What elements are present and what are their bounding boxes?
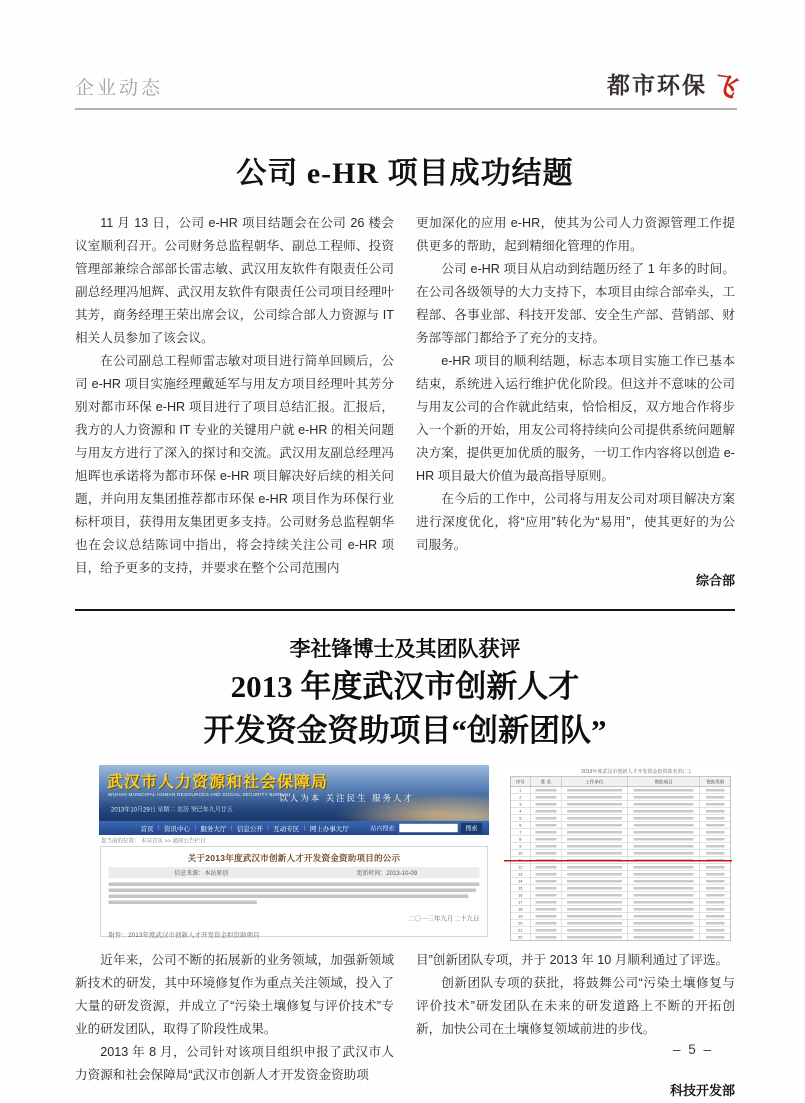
site-banner-english: WUHAN MUNICIPAL HUMAN RESOURCES AND SOCIAL SECURITY BUREAU (108, 791, 291, 798)
cell-text-blur (536, 789, 557, 792)
page-content (75, 110, 735, 1103)
cell-text-blur (706, 894, 724, 897)
table-caption: 2013年度武汉市创新人才开发资金拟资助名单(二) (581, 768, 691, 775)
cell-text-blur (536, 929, 557, 932)
row-number-cell: 6 (511, 822, 531, 829)
nav-separator: | (303, 824, 306, 831)
cell-text-blur (633, 894, 693, 897)
table-row (511, 808, 731, 815)
table-cell (700, 836, 731, 843)
table-cell (562, 829, 628, 836)
table-row (511, 801, 731, 808)
table-cell (628, 822, 700, 829)
cell-text-blur (536, 796, 557, 799)
article2-title-line1: 2013 年度武汉市创新人才 (230, 669, 580, 705)
table-cell (628, 794, 700, 801)
cell-text-blur (706, 810, 724, 813)
cell-text-blur (633, 901, 693, 904)
row-number-cell: 16 (511, 892, 531, 899)
cell-text-blur (706, 845, 724, 848)
cell-text-blur (567, 831, 622, 834)
cell-text-blur (536, 915, 557, 918)
row-number-cell: 12 (511, 864, 531, 871)
table-cell (700, 899, 731, 906)
meta-source: 信息来源：本站原创 (174, 869, 229, 877)
table-cell (700, 878, 731, 885)
cell-text-blur (633, 789, 693, 792)
table-row (511, 934, 731, 941)
paragraph: 目”创新团队专项，并于 2013 年 10 月顺利通过了评选。 (416, 952, 729, 967)
cell-text-blur (706, 789, 724, 792)
cell-text-blur (567, 908, 622, 911)
table-cell (700, 927, 731, 934)
site-nav-item: 信息公开 (236, 824, 263, 832)
row-number-cell: 13 (511, 871, 531, 878)
site-nav-bar (99, 821, 489, 835)
table-cell (700, 934, 731, 941)
row-number-cell: 3 (511, 801, 531, 808)
row-number-cell: 19 (511, 913, 531, 920)
site-article-title: 关于2013年度武汉市创新人才开发资金资助项目的公示 (187, 853, 401, 863)
cell-text-blur (536, 922, 557, 925)
table-cell (531, 899, 562, 906)
paragraph: 在今后的工作中，公司将与用友公司对项目解决方案进行深度优化，将“应用”转化为“易用”，使其更好的为公司服务。 (416, 492, 735, 553)
article1-left-column (75, 212, 394, 593)
table-cell (700, 906, 731, 913)
table-cell (562, 878, 628, 885)
column-header: 姓 名 (531, 777, 562, 787)
row-number-cell: 1 (511, 787, 531, 794)
cell-text-blur (706, 901, 724, 904)
table-cell (628, 836, 700, 843)
cell-text-blur (567, 845, 622, 848)
cell-text-blur (567, 922, 622, 925)
table-cell (531, 794, 562, 801)
table-row (511, 927, 731, 934)
table-cell (562, 885, 628, 892)
row-number-cell: 5 (511, 815, 531, 822)
site-banner-date: 2013年10月29日 星期二 农历 癸巳年九月廿五 (111, 805, 233, 813)
table-cell (531, 878, 562, 885)
page-header (75, 64, 737, 110)
text-line (109, 894, 469, 898)
site-search-area (370, 822, 482, 833)
cell-text-blur (567, 880, 622, 883)
meta-time: 更新时间：2013-10-09 (356, 869, 418, 877)
cell-text-blur (567, 810, 622, 813)
nav-separator: | (158, 824, 160, 831)
cell-text-blur (633, 824, 693, 827)
article2-left-column (75, 949, 394, 1103)
text-line (109, 900, 257, 904)
cell-text-blur (706, 922, 724, 925)
cell-text-blur (567, 796, 622, 799)
paragraph: 公司 e-HR 项目从启动到结题历经了 1 年多的时间。在公司各级领导的大力支持下，本项目由综合部牵头，工程部、各事业部、科技开发部、安全生产部、营销部、财务部等部门都给予了充分的支持。 (416, 262, 735, 346)
table-cell (562, 920, 628, 927)
table-cell (628, 815, 700, 822)
cell-text-blur (706, 936, 724, 939)
article1-title: 公司 e-HR 项目成功结题 (236, 157, 574, 190)
site-nav-item: 互动专区 (273, 824, 300, 832)
article2-kicker: 李社锋博士及其团队获评 (289, 638, 521, 662)
table-cell (628, 892, 700, 899)
row-number-cell: 2 (511, 794, 531, 801)
column-header: 序号 (511, 777, 531, 787)
article2-columns (75, 949, 735, 1103)
cell-text-blur (633, 887, 693, 890)
cell-text-blur (536, 810, 557, 813)
cell-text-blur (633, 866, 693, 869)
site-nav-item: 服务大厅 (200, 824, 227, 832)
table-cell (531, 836, 562, 843)
site-banner-title: 武汉市人力资源和社会保障局 (107, 772, 329, 791)
table-row (511, 864, 731, 871)
cell-text-blur (633, 929, 693, 932)
table-cell (628, 850, 700, 857)
table-cell (628, 899, 700, 906)
article1-right-column (416, 212, 735, 593)
cell-text-blur (567, 929, 622, 932)
cell-text-blur (567, 915, 622, 918)
row-number-cell: 9 (511, 843, 531, 850)
cell-text-blur (706, 908, 724, 911)
cell-text-blur (536, 824, 557, 827)
paragraph: e-HR 项目的顺利结题，标志本项目实施工作已基本结束，系统进入运行维护优化阶段。但这并不意味的公司与用友公司的合作就此结束，恰恰相反，双方地合作将步入一个新的开始，用友公司将持续向公司提供系统问题解决方案，提供更加优质的服务，一切工作内容将以创造 e-HR 项目最大价值为最高指导原则。 (416, 354, 735, 484)
cell-text-blur (706, 852, 724, 855)
cell-text-blur (536, 894, 557, 897)
table-cell (562, 913, 628, 920)
cell-text-blur (706, 796, 724, 799)
search-button: 搜索 (461, 822, 482, 833)
cell-text-blur (536, 817, 557, 820)
cell-text-blur (706, 803, 724, 806)
table-cell (531, 808, 562, 815)
table-cell (531, 927, 562, 934)
table-cell (531, 913, 562, 920)
site-banner (99, 765, 489, 821)
cell-text-blur (536, 831, 557, 834)
cell-text-blur (567, 803, 622, 806)
cell-text-blur (567, 789, 622, 792)
cell-text-blur (536, 866, 557, 869)
article1-byline: 综合部 (695, 573, 735, 589)
row-number-cell: 7 (511, 829, 531, 836)
cell-text-blur (567, 817, 622, 820)
site-nav-item: 网上办事大厅 (309, 824, 349, 832)
nav-separator: | (230, 824, 233, 831)
paragraph: 在公司副总工程师雷志敏对项目进行简单回顾后，公司 e-HR 项目实施经理戴延军与用友方项目经理叶其芳分别对都市环保 e-HR 项目进行了项目总结汇报。汇报后，我方的人力资源和 IT 专业的关键用户就 e-HR 的相关问题与用友方进行了深入的探讨和交流。武汉用友副总经理冯旭晖也承诺将为都市环保 e-HR 项目解决好后续的相关问题，并向用友集团推荐都市环保 e-HR 项目作为环保行业标杆项目，获得用友集团更多支持。公司财务总监程朝华也在会议总结陈词中指出，将会持续关注公司 e-HR 项目，给予更多的支持，并要求在整个公司范围内 (75, 354, 394, 576)
table-cell (531, 864, 562, 871)
cell-text-blur (633, 817, 693, 820)
table-row (511, 899, 731, 906)
cell-text-blur (536, 880, 557, 883)
table-cell (562, 808, 628, 815)
site-nav-items (136, 823, 353, 833)
table-cell (562, 871, 628, 878)
site-nav-item: 资讯中心 (163, 824, 190, 832)
cell-text-blur (706, 831, 724, 834)
table-row (511, 850, 731, 857)
table-cell (700, 864, 731, 871)
table-cell (628, 787, 700, 794)
table-cell (562, 892, 628, 899)
paragraph: 创新团队专项的获批，将鼓舞公司“污染土壤修复与评价技术”研发团队在未来的研发道路上不断的开拓创新，加快公司在土壤修复领域前进的步伐。 (416, 975, 735, 1036)
cell-text-blur (567, 838, 622, 841)
cell-text-blur (706, 873, 724, 876)
table-screenshot-inner (502, 767, 735, 939)
section-label: 企业动态 (75, 78, 164, 99)
table-cell (700, 829, 731, 836)
table-cell (562, 843, 628, 850)
table-cell (628, 906, 700, 913)
table-cell (531, 822, 562, 829)
brand-logo (606, 67, 739, 103)
cell-text-blur (633, 880, 693, 883)
table-row (511, 836, 731, 843)
table-cell (628, 871, 700, 878)
table-cell (628, 864, 700, 871)
table-row (511, 878, 731, 885)
table-cell (531, 871, 562, 878)
table-cell (628, 913, 700, 920)
funded-list-table (510, 776, 731, 941)
cell-text-blur (536, 936, 557, 939)
table-cell (628, 878, 700, 885)
website-screenshot (99, 765, 489, 939)
table-cell (700, 920, 731, 927)
site-article-bodytext (109, 882, 480, 904)
table-cell (562, 822, 628, 829)
table-cell (531, 815, 562, 822)
table-row (511, 906, 731, 913)
row-number-cell: 14 (511, 878, 531, 885)
brand-text: 都市环保 (606, 73, 707, 98)
table-cell (531, 843, 562, 850)
text-line (109, 888, 476, 892)
brand-seal-icon: 飞 (708, 72, 739, 103)
table-row (511, 843, 731, 850)
table-row (511, 822, 731, 829)
cell-text-blur (567, 936, 622, 939)
table-cell (531, 850, 562, 857)
table-cell (562, 794, 628, 801)
cell-text-blur (706, 838, 724, 841)
table-cell (700, 822, 731, 829)
table-row (511, 794, 731, 801)
search-input (399, 823, 458, 832)
table-row (511, 829, 731, 836)
table-cell (531, 829, 562, 836)
table-cell (531, 801, 562, 808)
cell-text-blur (633, 915, 693, 918)
cell-text-blur (706, 929, 724, 932)
cell-text-blur (633, 922, 693, 925)
search-label: 站内搜索: (370, 824, 396, 832)
row-number-cell: 15 (511, 885, 531, 892)
row-number-cell: 17 (511, 899, 531, 906)
row-number-cell: 21 (511, 927, 531, 934)
nav-separator: | (194, 824, 196, 831)
row-number-cell: 10 (511, 850, 531, 857)
cell-text-blur (536, 908, 557, 911)
cell-text-blur (536, 852, 557, 855)
cell-text-blur (706, 824, 724, 827)
cell-text-blur (706, 915, 724, 918)
article2-title-line2: 开发资金资助项目“创新团队” (203, 712, 607, 748)
column-header: 工作单位 (562, 777, 628, 787)
table-cell (562, 836, 628, 843)
article2-byline: 科技开发部 (669, 1082, 735, 1098)
cell-text-blur (633, 936, 693, 939)
table-cell (700, 815, 731, 822)
table-cell (628, 829, 700, 836)
table-row (511, 913, 731, 920)
table-cell (562, 899, 628, 906)
cell-text-blur (567, 901, 622, 904)
table-header-row (511, 777, 731, 787)
figures-row (75, 765, 735, 940)
row-number-cell: 18 (511, 906, 531, 913)
cell-text-blur (567, 866, 622, 869)
table-cell (700, 801, 731, 808)
table-cell (700, 850, 731, 857)
table-cell (562, 850, 628, 857)
article2-right-column (416, 949, 735, 1103)
table-cell (628, 843, 700, 850)
table-cell (628, 920, 700, 927)
cell-text-blur (706, 880, 724, 883)
cell-text-blur (633, 810, 693, 813)
cell-text-blur (536, 803, 557, 806)
row-number-cell: 4 (511, 808, 531, 815)
table-cell (562, 787, 628, 794)
cell-text-blur (633, 796, 693, 799)
table-row (511, 892, 731, 899)
table-cell (700, 787, 731, 794)
cell-text-blur (706, 887, 724, 890)
cell-text-blur (633, 873, 693, 876)
table-cell (562, 927, 628, 934)
cell-text-blur (567, 824, 622, 827)
table-cell (531, 934, 562, 941)
cell-text-blur (536, 901, 557, 904)
table-row (511, 885, 731, 892)
table-cell (628, 934, 700, 941)
cell-text-blur (567, 887, 622, 890)
table-cell (562, 864, 628, 871)
table-cell (531, 787, 562, 794)
cell-text-blur (633, 831, 693, 834)
column-header: 资助类别 (706, 779, 725, 785)
table-cell (562, 906, 628, 913)
cell-text-blur (567, 873, 622, 876)
article1-columns (75, 212, 735, 593)
site-breadcrumb: 您当前的位置： 本站首页 >> 通知公告栏目 (101, 837, 206, 844)
website-screenshot-inner (99, 765, 489, 939)
cell-text-blur (536, 845, 557, 848)
cell-text-blur (633, 845, 693, 848)
site-nav-item: 首页 (140, 824, 154, 832)
paragraph: 更加深化的应用 e-HR，使其为公司人力资源管理工作提供更多的帮助，起到精细化管理的作用。 (416, 216, 735, 254)
paragraph: 近年来，公司不断的拓展新的业务领域，加强新领域新技术的研发，其中环境修复作为重点关注领域，投入了大量的研发资源，并成立了“污染土壤修复与评价技术”专业的研发团队，取得了阶段性成果。 (75, 952, 394, 1036)
table-screenshot (502, 765, 735, 940)
cell-text-blur (536, 887, 557, 890)
cell-text-blur (706, 866, 724, 869)
table-cell (628, 808, 700, 815)
table-cell (700, 892, 731, 899)
table-cell (531, 906, 562, 913)
cell-text-blur (633, 803, 693, 806)
cell-text-blur (633, 852, 693, 855)
site-article-meta (109, 867, 480, 879)
paragraph: 11 月 13 日，公司 e-HR 项目结题会在公司 26 楼会议室顺利召开。公司财务总监程朝华、副总工程师、投资管理部兼综合部部长雷志敏、武汉用友软件有限责任公司副总经理冯旭辉、武汉用友软件有限责任公司项目经理叶其芳，商务经理王荣出席会议，公司综合部人力资源与 IT 相关人员参加了该会议。 (75, 216, 394, 346)
page-number: – 5 – (672, 1042, 714, 1057)
highlight-underline (504, 860, 732, 862)
table-cell (700, 871, 731, 878)
table-row (511, 815, 731, 822)
table-row (511, 920, 731, 927)
column-header: 资助项目 (628, 777, 700, 787)
article-divider (75, 609, 735, 611)
table-cell (628, 885, 700, 892)
table-body (511, 787, 731, 941)
table-cell (531, 885, 562, 892)
row-number-cell: 22 (511, 934, 531, 941)
table-cell (700, 885, 731, 892)
nav-separator: | (267, 824, 269, 831)
table-cell (531, 892, 562, 899)
table-cell (628, 927, 700, 934)
cell-text-blur (567, 894, 622, 897)
paragraph: 2013 年 8 月，公司针对该项目组织申报了武汉市人力资源和社会保障局“武汉市创新人才开发资金资助项 (75, 1044, 394, 1082)
site-article-attachment: 附件：2013年度武汉市创新人才开发资金拟资助项目 (108, 930, 260, 939)
table-cell (562, 815, 628, 822)
table-cell (700, 843, 731, 850)
text-line (109, 882, 480, 886)
table-row (511, 871, 731, 878)
cell-text-blur (567, 852, 622, 855)
row-number-cell: 8 (511, 836, 531, 843)
site-article-box (100, 846, 488, 939)
table-cell (562, 934, 628, 941)
row-number-cell: 20 (511, 920, 531, 927)
cell-text-blur (633, 908, 693, 911)
cell-text-blur (536, 873, 557, 876)
cell-text-blur (633, 838, 693, 841)
table-cell (531, 920, 562, 927)
site-article-date: 二〇一三年九月二十九日 (407, 914, 480, 922)
table-cell (628, 801, 700, 808)
table-cell (700, 913, 731, 920)
site-banner-slogan: 以人为本 关注民生 服务人才 (279, 793, 414, 803)
table-cell (700, 808, 731, 815)
table-row (511, 787, 731, 794)
table-cell (700, 794, 731, 801)
cell-text-blur (536, 838, 557, 841)
cell-text-blur (706, 817, 724, 820)
table-cell (562, 801, 628, 808)
